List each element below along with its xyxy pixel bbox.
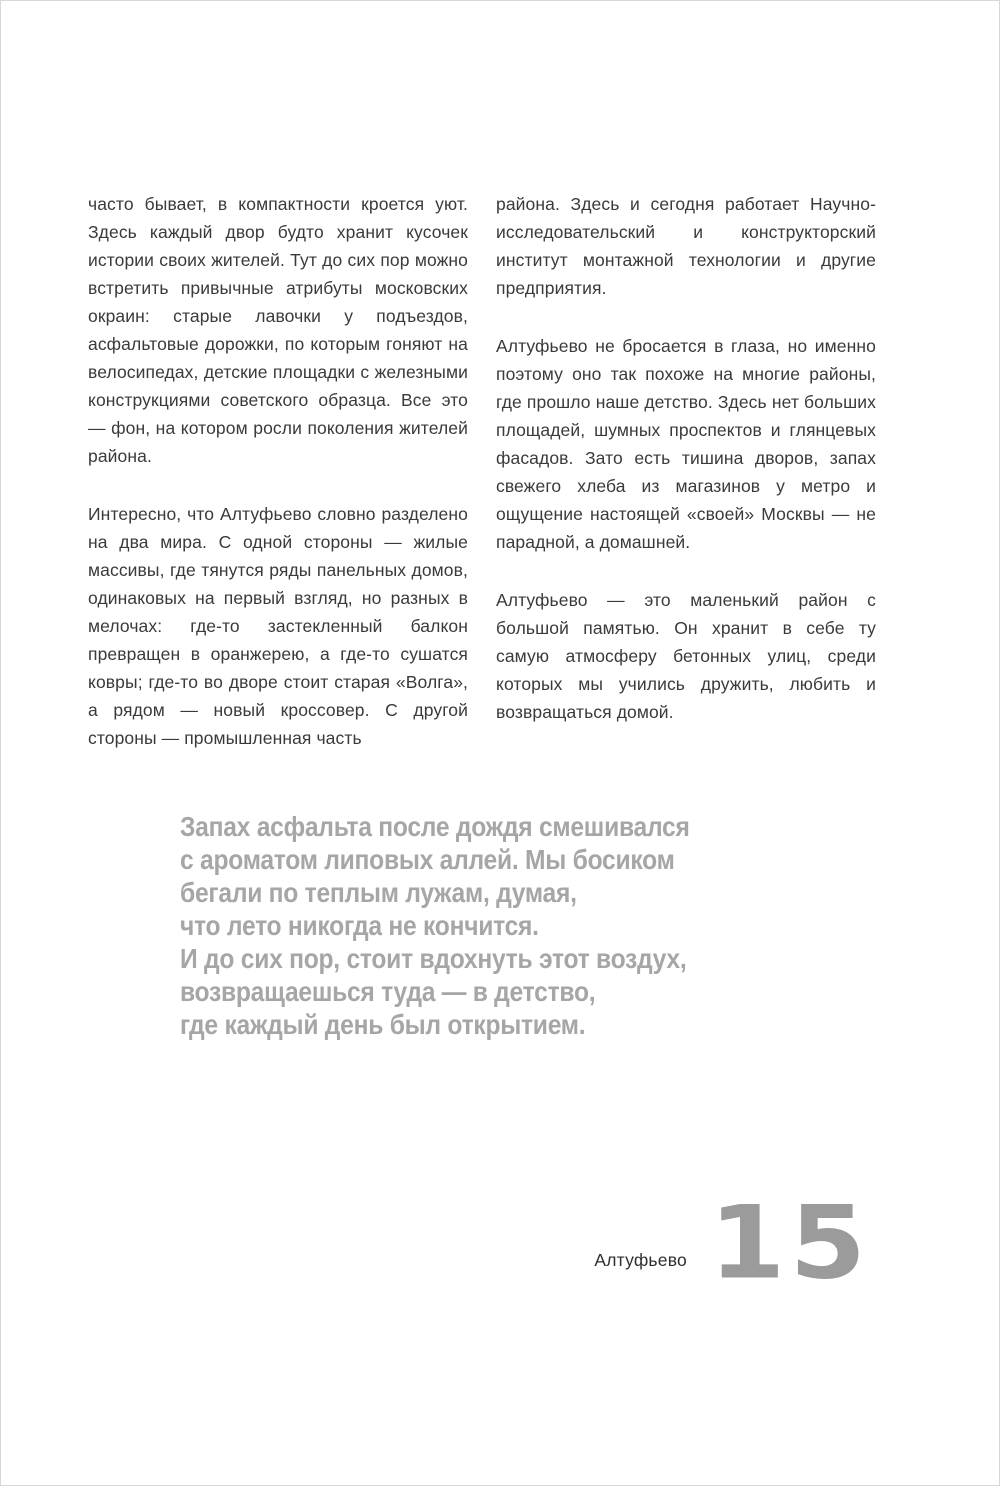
pull-quote-line: бегали по теплым лужам, думая, xyxy=(180,877,577,908)
paragraph: района. Здесь и сегодня работает Научно-исследовательский и конструкторский институт монтажной технологии и другие предприятия. xyxy=(496,194,876,298)
paragraph: Алтуфьево — это маленький район с большой памятью. Он хранит в себе ту самую атмосферу бетонных улиц, среди которых мы учились дружить, любить и возвращаться домой. xyxy=(496,590,876,722)
pull-quote xyxy=(180,810,831,1041)
page-number: 15 xyxy=(708,1183,870,1302)
footer-district-label: Алтуфьево xyxy=(594,1249,687,1270)
paragraph: Интересно, что Алтуфьево словно разделено на два мира. С одной стороны — жилые массивы, где тянутся ряды панельных домов, одинаковых на первый взгляд, но разных в мелочах: где-то застекленный балкон превращен в оранжерею, а где-то сушатся ковры; где-то во дворе стоит старая «Волга», а рядом — новый кроссовер. С другой стороны — промышленная часть xyxy=(88,504,468,748)
pull-quote-line: что лето никогда не кончится. xyxy=(180,910,539,941)
pull-quote-line: возвращаешься туда — в детство, xyxy=(180,976,596,1007)
right-column xyxy=(496,190,876,752)
pull-quote-line: Запах асфальта после дождя смешивался xyxy=(180,811,690,842)
text-columns xyxy=(88,190,877,752)
paragraph: Алтуфьево не бросается в глаза, но именно поэтому оно так похоже на многие районы, где прошло наше детство. Здесь нет больших площадей, шумных проспектов и глянцевых фасадов. Зато есть тишина дворов, запах свежего хлеба из магазинов у метро и ощущение настоящей «своей» Москвы — не парадной, а домашней. xyxy=(496,336,876,552)
left-column xyxy=(88,190,468,752)
page-footer xyxy=(594,1183,870,1302)
paragraph: часто бывает, в компактности кроется уют. Здесь каждый двор будто хранит кусочек истории своих жителей. Тут до сих пор можно встретить привычные атрибуты московских окраин: старые лавочки у подъездов, асфальтовые дорожки, по которым гоняют на велосипедах, детские площадки с железными конструкциями советского образца. Все это — фон, на котором росли поколения жителей района. xyxy=(88,194,468,466)
pull-quote-line: где каждый день был открытием. xyxy=(180,1009,586,1040)
pull-quote-line: с ароматом липовых аллей. Мы босиком xyxy=(180,844,675,875)
pull-quote-line: И до сих пор, стоит вдохнуть этот воздух, xyxy=(180,943,687,974)
